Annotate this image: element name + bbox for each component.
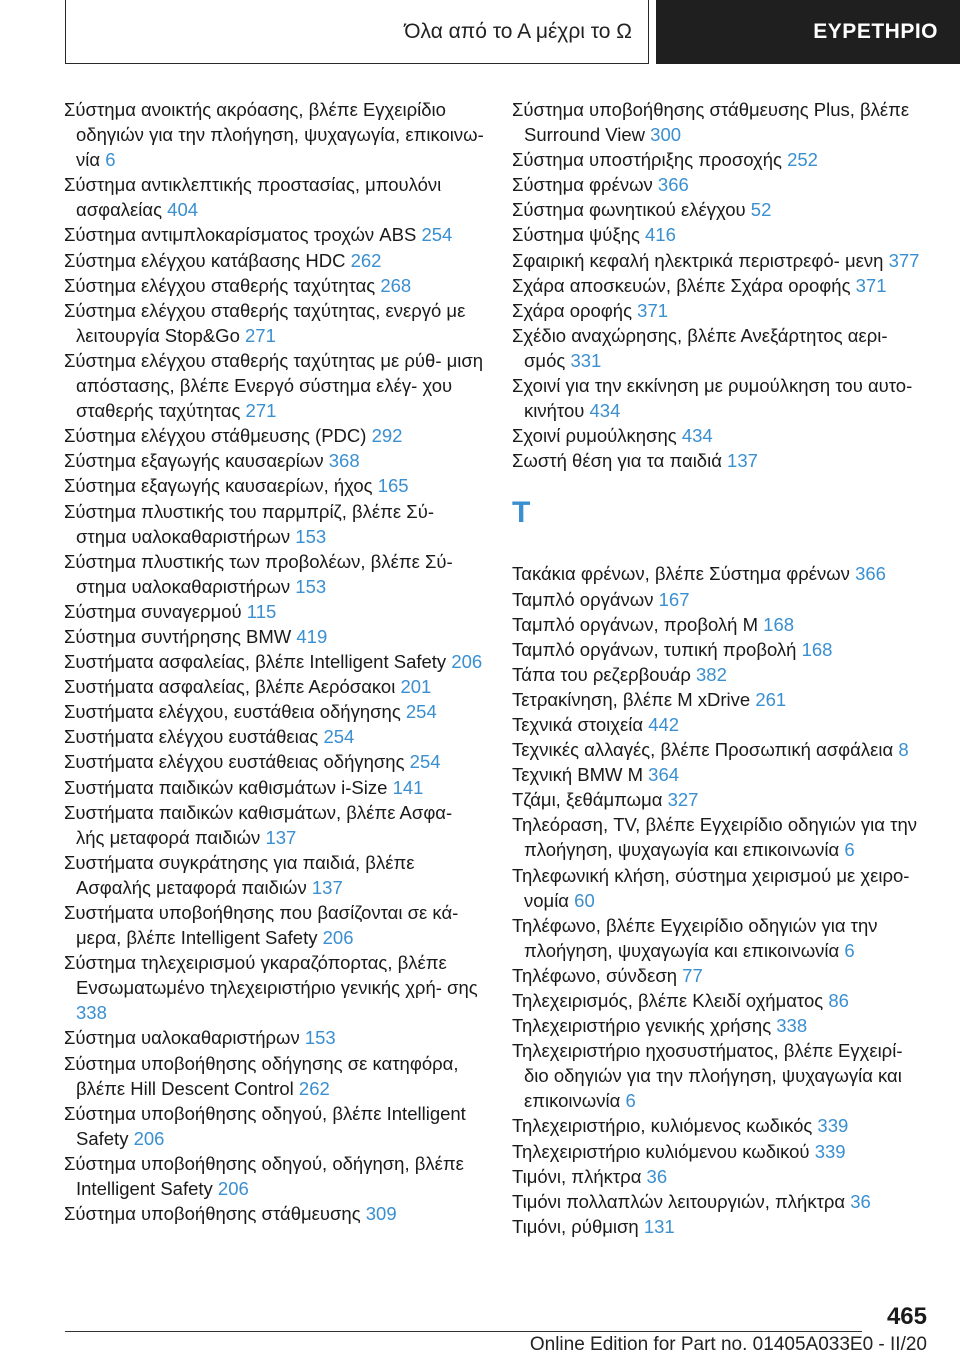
- page-reference-link[interactable]: 368: [328, 450, 360, 472]
- index-entry-text: Ταμπλό οργάνων, προβολή M: [512, 613, 759, 635]
- index-entry: [512, 587, 932, 612]
- page-reference-link[interactable]: 366: [657, 174, 689, 196]
- index-entry: [64, 950, 484, 1025]
- index-entry: [64, 248, 484, 273]
- index-entry-text: Σύστημα ελέγχου σταθερής ταχύτητας με ρύθ‐ μιση απόστασης, βλέπε Ενεργό σύστημα ελέγ‐ χου σταθερής ταχύτητας: [64, 349, 484, 422]
- page-reference-link[interactable]: 268: [380, 274, 412, 296]
- index-entry: [64, 499, 484, 549]
- index-entry-text: Συστήματα συγκράτησης για παιδιά, βλέπε Ασφαλής μεταφορά παιδιών: [64, 851, 415, 898]
- index-entry: [64, 1101, 484, 1151]
- page-reference-link[interactable]: 254: [323, 726, 355, 748]
- index-entry-text: Σύστημα φρένων: [512, 174, 653, 196]
- index-entry: [64, 273, 484, 298]
- index-entry-text: Σχάρα αποσκευών, βλέπε Σχάρα οροφής: [512, 274, 851, 296]
- footer-divider: [65, 1331, 862, 1332]
- index-entry-text: Τιμόνι, πλήκτρα: [512, 1165, 642, 1187]
- index-entry-text: Σύστημα αντιμπλοκαρίσματος τροχών ABS: [64, 224, 417, 246]
- index-entry: [512, 561, 932, 586]
- page-reference-link[interactable]: 377: [888, 249, 920, 271]
- index-entry-text: Τηλεφωνική κλήση, σύστημα χειρισμού με χειρο‐ νομία: [512, 864, 910, 911]
- index-entry-text: Τιμόνι πολλαπλών λειτουργιών, πλήκτρα: [512, 1190, 846, 1212]
- index-entry-text: Σύστημα αντικλεπτικής προστασίας, μπουλόνι ασφαλείας: [64, 174, 442, 221]
- index-entry-text: Σύστημα εξαγωγής καυσαερίων, ήχος: [64, 475, 373, 497]
- index-entry-text: Τακάκια φρένων, βλέπε Σύστημα φρένων: [512, 563, 850, 585]
- index-entry: [512, 762, 932, 787]
- index-entry-text: Τιμόνι, ρύθμιση: [512, 1215, 639, 1237]
- index-entry: [64, 172, 484, 222]
- page-reference-link[interactable]: 115: [246, 600, 277, 622]
- index-entry: [512, 197, 932, 222]
- index-entry: [512, 1038, 932, 1113]
- index-entry: [512, 612, 932, 637]
- index-entry: [64, 674, 484, 699]
- index-entry: [512, 863, 932, 913]
- index-entry-text: Σύστημα συναγερμού: [64, 600, 242, 622]
- index-entry-text: Συστήματα παιδικών καθισμάτων i-Size: [64, 776, 388, 798]
- page-reference-link[interactable]: 6: [625, 1090, 636, 1112]
- index-entry: [64, 348, 484, 423]
- index-entry: [512, 448, 932, 473]
- page-reference-link[interactable]: 137: [265, 826, 297, 848]
- index-entry-text: Τηλεόραση, TV, βλέπε Εγχειρίδιο οδηγιών για την πλοήγηση, ψυχαγωγία και επικοινωνία: [512, 814, 917, 861]
- page-reference-link[interactable]: 371: [637, 299, 669, 321]
- index-entry: [512, 1113, 932, 1138]
- index-entry-text: Σχοινί ρυμούλκησης: [512, 425, 677, 447]
- index-entry-text: Σύστημα υποβοήθησης στάθμευσης: [64, 1203, 361, 1225]
- index-group-tau: [512, 561, 932, 1239]
- footer-edition: Online Edition for Part no. 01405A033E0 - II/20: [529, 1334, 927, 1355]
- index-entry: [512, 1013, 932, 1038]
- index-entry: [512, 298, 932, 323]
- index-entry: [64, 649, 484, 674]
- page-reference-link[interactable]: 131: [643, 1215, 675, 1237]
- page-reference-link[interactable]: 252: [787, 149, 818, 171]
- page-reference-link[interactable]: 77: [682, 964, 703, 986]
- page-reference-link[interactable]: 168: [763, 613, 795, 635]
- page-reference-link[interactable]: 206: [322, 927, 354, 949]
- index-entry: [512, 423, 932, 448]
- index-entry-text: Σύστημα ελέγχου στάθμευσης (PDC): [64, 425, 367, 447]
- index-entry-text: Συστήματα ασφαλείας, βλέπε Intelligent Safety: [64, 651, 447, 673]
- index-entry: [512, 1139, 932, 1164]
- index-entry: [512, 273, 932, 298]
- page-reference-link[interactable]: 52: [750, 199, 772, 221]
- index-entry-text: Σύστημα υποβοήθησης οδήγησης σε κατηφόρα, βλέπε Hill Descent Control: [64, 1052, 459, 1099]
- index-entry-text: Τηλέφωνο, σύνδεση: [512, 964, 678, 986]
- section-letter: T: [512, 496, 531, 530]
- page-reference-link[interactable]: 254: [409, 751, 441, 773]
- index-entry-text: Σωστή θέση για τα παιδιά: [512, 450, 722, 472]
- page-reference-link[interactable]: 271: [245, 400, 277, 422]
- index-entry: [64, 1201, 484, 1226]
- index-entry: [512, 737, 932, 762]
- index-column-left: [64, 97, 484, 1226]
- page-reference-link[interactable]: 271: [245, 324, 276, 346]
- page-number: 465: [886, 1303, 927, 1330]
- page-reference-link[interactable]: 36: [850, 1190, 871, 1212]
- page-reference-link[interactable]: 165: [377, 475, 409, 497]
- index-entry-text: Ταμπλό οργάνων: [512, 588, 654, 610]
- index-entry: [512, 712, 932, 737]
- index-entry: [64, 800, 484, 850]
- page-reference-link[interactable]: 261: [755, 688, 787, 710]
- index-entry-text: Τεχνικά στοιχεία: [512, 713, 644, 735]
- page-reference-link[interactable]: 254: [421, 224, 453, 246]
- index-entry-text: Σύστημα ελέγχου κατάβασης HDC: [64, 249, 346, 271]
- index-entry-text: Τηλεχειριστήριο κυλιόμενου κωδικού: [512, 1140, 810, 1162]
- index-entry: [512, 988, 932, 1013]
- index-entry-text: Σύστημα πλυστικής του παρμπρίζ, βλέπε Σύ‐ στημα υαλοκαθαριστήρων: [64, 500, 434, 547]
- index-entry-text: Σύστημα ελέγχου σταθερής ταχύτητας, ενεργό με λειτουργία Stop&Go: [64, 299, 466, 346]
- index-entry-text: Τηλεχειρισμός, βλέπε Κλειδί οχήματος: [512, 990, 824, 1011]
- index-entry-text: Σύστημα ψύξης: [512, 224, 640, 246]
- index-entry: [512, 662, 932, 687]
- index-entry-text: Τζάμι, ξεθάμπωμα: [512, 789, 663, 811]
- page-reference-link[interactable]: 6: [844, 939, 855, 961]
- section-tab-label: ΕΥΡΕΤΗΡΙΟ: [813, 20, 938, 43]
- index-entry: [64, 699, 484, 724]
- page-reference-link[interactable]: 327: [667, 789, 699, 811]
- page-reference-link[interactable]: 254: [405, 701, 437, 723]
- index-entry: [512, 222, 932, 247]
- nav-tab-a-to-z[interactable]: [65, 0, 649, 64]
- index-entry-text: Συστήματα ασφαλείας, βλέπε Αερόσακοι: [64, 676, 396, 698]
- index-entry: [512, 963, 932, 988]
- index-entry-text: Συστήματα υποβοήθησης που βασίζονται σε κά‐ μερα, βλέπε Intelligent Safety: [64, 902, 459, 949]
- index-entry-text: Τάπα του ρεζερβουάρ: [512, 663, 691, 685]
- index-entry-text: Τηλεχειριστήριο, κυλιόμενος κωδικός: [512, 1115, 813, 1137]
- page-reference-link[interactable]: 339: [814, 1140, 846, 1162]
- page-reference-link[interactable]: 339: [817, 1115, 849, 1137]
- index-entry: [512, 323, 932, 373]
- page-reference-link[interactable]: 8: [898, 739, 909, 761]
- index-entry: [64, 473, 484, 498]
- page-reference-link[interactable]: 292: [371, 425, 403, 447]
- page-header: [0, 0, 960, 66]
- index-entry-text: Σύστημα υαλοκαθαριστήρων: [64, 1027, 300, 1049]
- index-entry-text: Σχάρα οροφής: [512, 299, 633, 321]
- index-entry: [512, 1189, 932, 1214]
- page-reference-link[interactable]: 6: [105, 149, 116, 171]
- index-entry-text: Σύστημα υποβοήθησης οδηγού, βλέπε Intelligent Safety: [64, 1102, 466, 1149]
- index-entry: [64, 423, 484, 448]
- index-group-sigma: [512, 97, 932, 473]
- index-entry: [64, 1051, 484, 1101]
- index-entry: [512, 1214, 932, 1239]
- page-reference-link[interactable]: 86: [828, 990, 849, 1011]
- index-entry: [64, 775, 484, 800]
- index-entry: [512, 373, 932, 423]
- index-entry-text: Τηλεχειριστήριο γενικής χρήσης: [512, 1015, 772, 1037]
- index-entry: [64, 97, 484, 172]
- page-reference-link[interactable]: 153: [304, 1027, 336, 1049]
- index-entry: [64, 1151, 484, 1201]
- index-entry: [512, 248, 932, 273]
- page-reference-link[interactable]: 137: [311, 876, 343, 898]
- page-reference-link[interactable]: 201: [400, 676, 432, 698]
- index-entry: [64, 624, 484, 649]
- index-entry-text: Σύστημα υποβοήθησης οδηγού, οδήγηση, βλέπε Intelligent Safety: [64, 1152, 464, 1200]
- index-entry: [512, 1164, 932, 1189]
- index-entry-text: Σχέδιο αναχώρησης, βλέπε Ανεξάρτητος αερι‐ σμός: [512, 324, 888, 371]
- index-entry: [512, 812, 932, 862]
- index-entry-text: Τεχνική BMW M: [512, 764, 644, 786]
- index-entry-text: Σύστημα φωνητικού ελέγχου: [512, 199, 746, 221]
- page-reference-link[interactable]: 262: [350, 249, 382, 271]
- index-entry: [64, 298, 484, 348]
- index-entry: [64, 222, 484, 247]
- page-reference-link[interactable]: 366: [855, 563, 886, 585]
- index-entry: [512, 97, 932, 147]
- page-reference-link[interactable]: 36: [646, 1165, 668, 1187]
- index-entry-text: Συστήματα ελέγχου, ευστάθεια οδήγησης: [64, 701, 401, 723]
- nav-tab-index[interactable]: [656, 0, 960, 64]
- index-entry: [512, 147, 932, 172]
- page-reference-link[interactable]: 141: [392, 776, 424, 798]
- index-entry-text: Τηλέφωνο, βλέπε Εγχειρίδιο οδηγιών για την πλοήγηση, ψυχαγωγία και επικοινωνία: [512, 914, 878, 961]
- page-reference-link[interactable]: 206: [133, 1127, 165, 1149]
- index-entry: [64, 724, 484, 749]
- index-entry: [512, 787, 932, 812]
- index-entry-text: Σύστημα τηλεχειρισμού γκαραζόπορτας, βλέπε Ενσωματωμένο τηλεχειριστήριο γενικής χρή‐ σης: [64, 952, 478, 999]
- index-entry-text: Σύστημα ελέγχου σταθερής ταχύτητας: [64, 274, 376, 296]
- page-reference-link[interactable]: 300: [650, 124, 682, 146]
- page-reference-link[interactable]: 331: [570, 349, 602, 371]
- page-reference-link[interactable]: 404: [167, 199, 199, 221]
- page-reference-link[interactable]: 338: [76, 1002, 107, 1024]
- index-entry-text: Σύστημα ανοικτής ακρόασης, βλέπε Εγχειρίδιο οδηγιών για την πλοήγηση, ψυχαγωγία, επικοινω‐ νία: [64, 99, 484, 171]
- page-reference-link[interactable]: 338: [776, 1015, 808, 1037]
- page-reference-link[interactable]: 416: [645, 224, 676, 246]
- index-entry-text: Σύστημα υποστήριξης προσοχής: [512, 149, 782, 171]
- page-reference-link[interactable]: 60: [574, 889, 595, 911]
- page-reference-link[interactable]: 168: [801, 638, 833, 660]
- page-reference-link[interactable]: 206: [217, 1178, 249, 1200]
- page-reference-link[interactable]: 434: [589, 400, 621, 422]
- page-reference-link[interactable]: 206: [451, 651, 483, 673]
- index-entry-text: Σφαιρική κεφαλή ηλεκτρικά περιστρεφό‐ μενη: [512, 249, 884, 271]
- index-entry-text: Συστήματα ελέγχου ευστάθειας οδήγησης: [64, 751, 405, 773]
- index-entry: [512, 172, 932, 197]
- index-entry-text: Σύστημα υποβοήθησης στάθμευσης Plus, βλέπε Surround View: [512, 99, 910, 146]
- index-entry: [64, 749, 484, 774]
- index-entry: [512, 637, 932, 662]
- index-entry-text: Ταμπλό οργάνων, τυπική προβολή: [512, 638, 797, 660]
- nav-tab-label: Όλα από το Α μέχρι το Ω: [404, 19, 632, 43]
- page-reference-link[interactable]: 442: [648, 713, 680, 735]
- page-reference-link[interactable]: 382: [696, 663, 727, 685]
- page-reference-link[interactable]: 262: [298, 1077, 330, 1099]
- index-entry: [64, 850, 484, 900]
- index-entry-text: Τηλεχειριστήριο ηχοσυστήματος, βλέπε Εγχειρί‐ διο οδηγιών για την πλοήγηση, ψυχαγωγία και επικοινωνία: [512, 1040, 903, 1112]
- index-entry-text: Σύστημα εξαγωγής καυσαερίων: [64, 450, 324, 472]
- index-entry: [64, 549, 484, 599]
- index-entry: [512, 687, 932, 712]
- index-entry-text: Σύστημα πλυστικής των προβολέων, βλέπε Σύ‐ στημα υαλοκαθαριστήρων: [64, 550, 453, 597]
- index-entry-text: Συστήματα παιδικών καθισμάτων, βλέπε Ασφα‐ λής μεταφορά παιδιών: [64, 801, 453, 848]
- index-entry: [512, 913, 932, 963]
- page-reference-link[interactable]: 167: [658, 588, 690, 610]
- page-reference-link[interactable]: 153: [295, 525, 327, 547]
- index-entry: [64, 900, 484, 950]
- page-reference-link[interactable]: 434: [681, 425, 713, 447]
- page-reference-link[interactable]: 371: [855, 274, 887, 296]
- page-reference-link[interactable]: 137: [727, 450, 758, 472]
- index-entry-text: Τεχνικές αλλαγές, βλέπε Προσωπική ασφάλεια: [512, 739, 894, 761]
- page-reference-link[interactable]: 153: [295, 575, 327, 597]
- index-entry-text: Σύστημα συντήρησης BMW: [64, 625, 292, 647]
- page-reference-link[interactable]: 364: [648, 764, 680, 786]
- page-reference-link[interactable]: 419: [296, 625, 328, 647]
- page-reference-link[interactable]: 309: [365, 1203, 397, 1225]
- index-entry: [64, 1025, 484, 1050]
- index-entry-text: Τετρακίνηση, βλέπε M xDrive: [512, 688, 751, 710]
- index-entry: [64, 448, 484, 473]
- index-entry-text: Συστήματα ελέγχου ευστάθειας: [64, 726, 319, 748]
- index-entry-text: Σχοινί για την εκκίνηση με ρυμούλκηση του αυτο‐ κινήτου: [512, 375, 913, 422]
- index-column-right: [512, 97, 932, 1239]
- page-reference-link[interactable]: 6: [844, 839, 855, 861]
- index-entry: [64, 599, 484, 624]
